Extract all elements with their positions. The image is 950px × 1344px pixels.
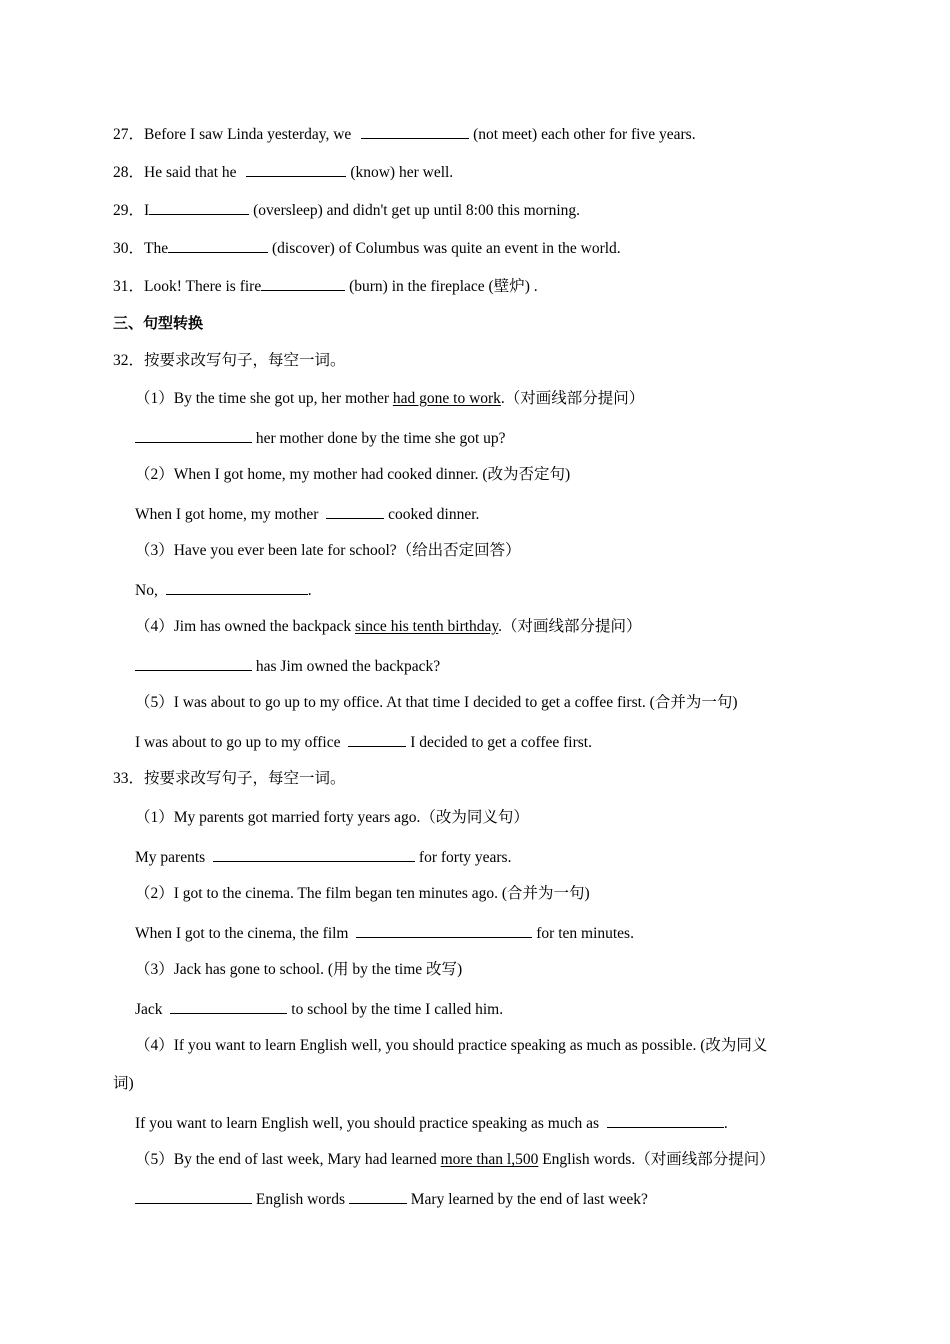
prompt-text: English words.（对画线部分提问）: [538, 1151, 775, 1168]
q33-sub4-prompt-cont: 词): [113, 1075, 134, 1092]
question-28: [113, 161, 453, 183]
question-text: He said that he: [144, 164, 241, 181]
prompt-text: （1）By the time she got up, her mother: [135, 390, 393, 407]
q32-sub2-answer: [135, 503, 479, 525]
q32-sub4-prompt: [135, 617, 642, 637]
q33-sub1-answer: [135, 846, 511, 868]
q32-sub1-answer: [135, 427, 506, 449]
answer-blank[interactable]: [348, 731, 406, 747]
q33-sub5-prompt: [135, 1150, 775, 1170]
answer-blank[interactable]: [607, 1112, 724, 1128]
question-text: Before I saw Linda yesterday, we: [144, 126, 356, 143]
answer-blank[interactable]: [135, 427, 252, 443]
question-text: Look! There is fire: [144, 278, 262, 295]
q33-sub2-answer: [135, 922, 634, 944]
underlined-part: since his tenth birthday: [354, 618, 499, 635]
prompt-text: .（对画线部分提问）: [500, 390, 645, 407]
q32-sub4-answer: [135, 655, 440, 677]
instruction-text: 按要求改写句子，每空一词。: [144, 770, 346, 787]
answer-text: for forty years.: [415, 849, 512, 866]
answer-text: I decided to get a coffee first.: [406, 734, 592, 751]
answer-text: Jack: [135, 1001, 167, 1018]
answer-text: English words: [252, 1191, 349, 1208]
question-text: I: [144, 202, 150, 219]
q33-sub3-prompt: （3）Jack has gone to school. (用 by the time 改写): [135, 961, 463, 978]
prompt-text: （5）By the end of last week, Mary had learned: [135, 1151, 441, 1168]
q32-sub5-answer: [135, 731, 592, 753]
answer-text: .: [307, 582, 312, 599]
answer-blank[interactable]: [168, 237, 268, 253]
answer-blank[interactable]: [135, 655, 252, 671]
prompt-text: （4）Jim has owned the backpack: [135, 618, 355, 635]
prompt-text: .（对画线部分提问）: [498, 618, 642, 635]
answer-blank[interactable]: [213, 846, 415, 862]
answer-blank[interactable]: [170, 998, 287, 1014]
underlined-part: more than l,500: [440, 1151, 539, 1168]
question-number: 29．: [113, 202, 145, 219]
question-number: 30．: [113, 240, 145, 257]
answer-blank[interactable]: [326, 503, 384, 519]
q33-sub4-answer: [135, 1112, 728, 1134]
answer-blank[interactable]: [135, 1188, 252, 1204]
answer-text: her mother done by the time she got up?: [252, 430, 506, 447]
answer-text: I was about to go up to my office: [135, 734, 345, 751]
q32-sub1-prompt: [135, 389, 644, 409]
question-27: [113, 123, 696, 145]
question-32-instruction: [113, 351, 346, 371]
answer-blank[interactable]: [166, 579, 308, 595]
question-number: 28．: [113, 164, 145, 181]
q33-sub2-prompt: （2）I got to the cinema. The film began ten minutes ago. (合并为一句): [135, 885, 590, 902]
answer-text: When I got to the cinema, the film: [135, 925, 353, 942]
answer-blank[interactable]: [361, 123, 469, 139]
answer-blank[interactable]: [349, 1188, 407, 1204]
answer-text: My parents: [135, 849, 210, 866]
answer-text: cooked dinner.: [384, 506, 480, 523]
answer-text: Mary learned by the end of last week?: [406, 1191, 648, 1208]
answer-text: for ten minutes.: [532, 925, 634, 942]
question-30: [113, 237, 621, 259]
answer-blank[interactable]: [246, 161, 346, 177]
underlined-part: had gone to work: [392, 390, 501, 407]
answer-text: When I got home, my mother: [135, 506, 323, 523]
answer-text: has Jim owned the backpack?: [252, 658, 441, 675]
question-number: 32．: [113, 352, 145, 369]
question-number: 31．: [113, 278, 145, 295]
question-hint: (discover) of Columbus was quite an event in the world.: [268, 240, 621, 257]
question-hint: (oversleep) and didn't get up until 8:00 this morning.: [249, 202, 581, 219]
q32-sub3-prompt: （3）Have you ever been late for school?（给出否定回答）: [135, 542, 521, 559]
q32-sub2-prompt: （2）When I got home, my mother had cooked dinner. (改为否定句): [135, 466, 571, 483]
answer-blank[interactable]: [356, 922, 532, 938]
answer-text: to school by the time I called him.: [287, 1001, 504, 1018]
question-hint: (know) her well.: [346, 164, 454, 181]
question-hint: (not meet) each other for five years.: [469, 126, 696, 143]
section-heading: 三、句型转换: [113, 314, 204, 332]
q33-sub1-prompt: （1）My parents got married forty years ago.（改为同义句）: [135, 809, 529, 826]
question-29: [113, 199, 580, 221]
answer-blank[interactable]: [261, 275, 345, 291]
question-number: 33．: [113, 770, 145, 787]
answer-text: No,: [135, 582, 162, 599]
q32-sub5-prompt: （5）I was about to go up to my office. At that time I decided to get a coffee first. (合并为一句): [135, 694, 738, 711]
instruction-text: 按要求改写句子，每空一词。: [144, 352, 346, 369]
answer-text: .: [723, 1115, 728, 1132]
q33-sub4-prompt: （4）If you want to learn English well, you should practice speaking as much as possible. (改为同义: [135, 1037, 768, 1054]
question-text: The: [144, 240, 169, 257]
question-33-instruction: [113, 769, 346, 789]
q32-sub3-answer: [135, 579, 312, 601]
question-31: [113, 275, 538, 297]
answer-text: If you want to learn English well, you should practice speaking as much as: [135, 1115, 603, 1132]
answer-blank[interactable]: [149, 199, 249, 215]
q33-sub3-answer: [135, 998, 503, 1020]
question-hint: (burn) in the fireplace (壁炉) .: [345, 278, 538, 295]
q33-sub5-answer: [135, 1188, 648, 1210]
question-number: 27．: [113, 126, 145, 143]
